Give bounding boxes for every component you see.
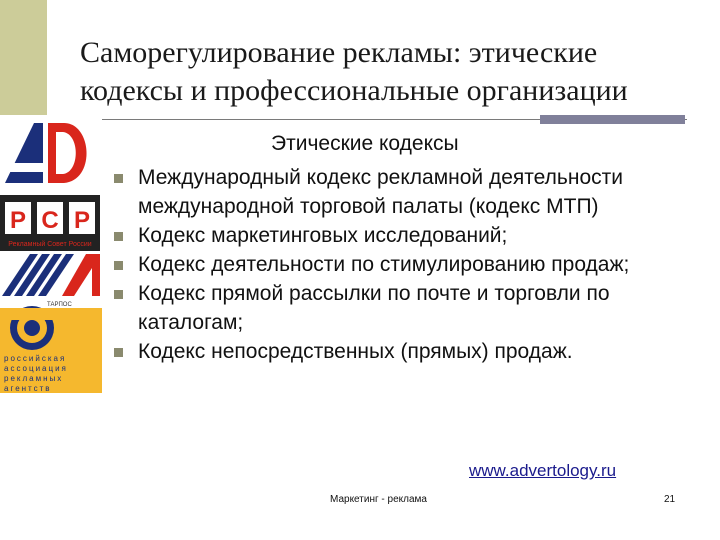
raa-logo xyxy=(0,306,102,393)
bullet-list xyxy=(112,163,702,366)
list-item-text: Кодекс деятельности по стимулированию продаж; xyxy=(138,253,630,276)
rsr-letter-1: Р xyxy=(9,207,27,234)
raa-caption-line-2: ассоциация xyxy=(4,364,68,373)
list-item xyxy=(112,163,702,221)
logo-column xyxy=(0,118,102,393)
rsr-letter-2: С xyxy=(41,207,59,234)
square-bullet-icon xyxy=(114,290,123,299)
title-divider-accent xyxy=(540,115,685,124)
raa-caption-line-3: рекламных xyxy=(4,374,64,383)
list-item xyxy=(112,250,702,279)
rsr-logo xyxy=(0,195,100,251)
list-item xyxy=(112,279,702,337)
ad-logo xyxy=(0,118,102,190)
am-small-text: ТАРПОС xyxy=(47,302,72,308)
square-bullet-icon xyxy=(114,261,123,270)
raa-caption-line-1: российская xyxy=(4,354,67,363)
website-link[interactable]: www.advertology.ru xyxy=(469,461,617,480)
square-bullet-icon xyxy=(114,348,123,357)
list-item xyxy=(112,221,702,250)
list-item-text: Кодекс прямой рассылки по почте и торговли по каталогам; xyxy=(138,282,610,334)
list-item xyxy=(112,337,702,366)
slide-title-line-2: кодексы и профессиональные организации xyxy=(80,74,628,107)
list-item-text: Международный кодекс рекламной деятельности международной торговой палаты (кодекс МТП) xyxy=(138,166,623,218)
slide-title xyxy=(80,34,710,110)
raa-caption-line-4: агентств xyxy=(4,384,52,393)
title-accent-bar xyxy=(0,0,47,115)
footer-text: Маркетинг - реклама xyxy=(330,494,427,505)
square-bullet-icon xyxy=(114,174,123,183)
rsr-caption: Рекламный Совет России xyxy=(8,241,92,248)
section-subheading: Этические кодексы xyxy=(271,132,459,155)
list-item-text: Кодекс маркетинговых исследований; xyxy=(138,224,508,247)
am-logo xyxy=(0,252,100,308)
slide-title-line-1: Саморегулирование рекламы: этические xyxy=(80,36,598,69)
square-bullet-icon xyxy=(114,232,123,241)
page-number: 21 xyxy=(664,494,676,505)
rsr-letter-3: Р xyxy=(73,207,91,234)
list-item-text: Кодекс непосредственных (прямых) продаж. xyxy=(138,340,573,363)
